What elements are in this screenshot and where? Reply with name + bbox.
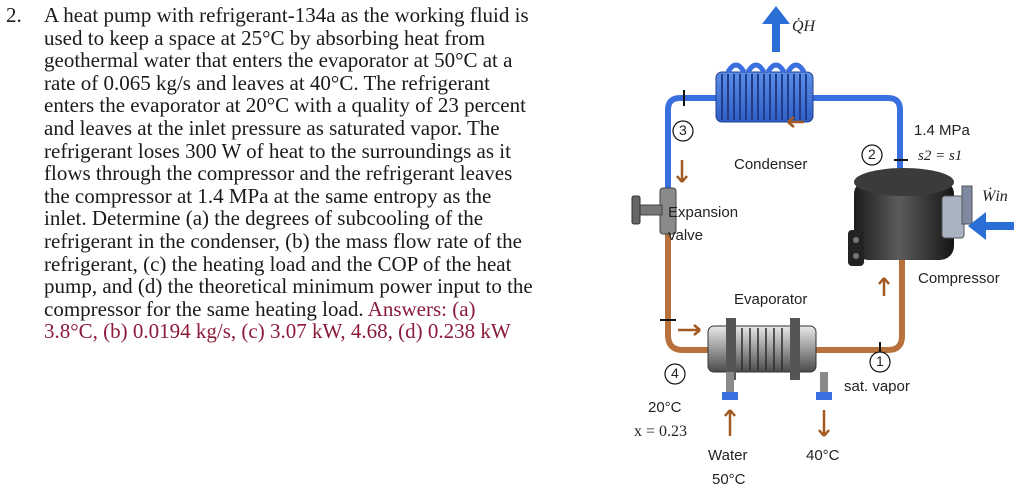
problem-line: the compressor at 1.4 MPa at the same entropy as the	[44, 183, 492, 208]
problem-line: refrigerant, (c) the heating load and the COP of the heat	[44, 251, 512, 276]
problem-line: rate of 0.065 kg/s and leaves at 40°C. The refrigerant	[44, 70, 490, 95]
problem-line: pump, and (d) the theoretical minimum power input to the	[44, 274, 533, 299]
sat-vapor-label: sat. vapor	[844, 378, 910, 395]
work-in-label: Ẇin	[982, 188, 1008, 205]
diagram-graphics	[608, 0, 1019, 494]
work-in-arrow	[968, 212, 1014, 240]
heat-out-label: Q̇H	[792, 18, 816, 35]
problem-line: refrigerant loses 300 W of heat to the surroundings as it	[44, 138, 511, 163]
condenser-label: Condenser	[734, 156, 808, 173]
water-in-label-1: Water	[708, 447, 748, 464]
quality-label: x = 0.23	[634, 423, 688, 440]
answers-values: 3.8°C, (b) 0.0194 kg/s, (c) 3.07 kW, 4.68, (d) 0.238 kW	[44, 319, 511, 344]
pressure-label: 1.4 MPa	[914, 122, 970, 139]
state-1-label: 1	[876, 353, 884, 369]
water-out-label: 40°C	[806, 447, 840, 464]
compressor	[848, 168, 972, 266]
problem-line: refrigerant in the condenser, (b) the mass flow rate of the	[44, 228, 522, 253]
problem-line: enters the evaporator at 20°C with a quality of 23 percent	[44, 93, 526, 118]
compressor-label: Compressor	[918, 270, 1000, 287]
problem-line: flows through the compressor and the refrigerant leaves	[44, 161, 513, 186]
problem-line: used to keep a space at 25°C by absorbing heat from	[44, 25, 486, 50]
heat-out-arrow	[762, 6, 790, 52]
expansion-valve-label-1: Expansion	[668, 204, 739, 221]
problem-text	[44, 4, 604, 343]
state-2-label: 2	[868, 146, 876, 162]
problem-number: 2.	[6, 3, 22, 27]
evaporator-label: Evaporator	[734, 291, 808, 308]
problem-line-text: compressor for the same heating load.	[44, 296, 368, 321]
problem-line: geothermal water that enters the evaporator at 50°C at a	[44, 48, 513, 73]
state-3-label: 3	[679, 122, 687, 138]
state-4-label: 4	[671, 365, 679, 381]
entropy-label: s2 = s1	[918, 148, 963, 164]
inlet-temp-label: 20°C	[648, 399, 682, 416]
problem-line: inlet. Determine (a) the degrees of subcooling of the	[44, 206, 484, 231]
problem-line: A heat pump with refrigerant-134a as the working fluid is	[44, 3, 529, 27]
expansion-valve-label-2: valve	[668, 227, 704, 244]
problem-line: and leaves at the inlet pressure as saturated vapor. The	[44, 115, 500, 140]
water-in-label-2: 50°C	[712, 471, 746, 488]
problem-line	[44, 298, 604, 321]
condenser-coil	[716, 65, 813, 122]
answers-label: Answers: (a)	[367, 296, 476, 321]
evaporator	[708, 318, 832, 400]
heat-pump-diagram	[608, 0, 1019, 494]
